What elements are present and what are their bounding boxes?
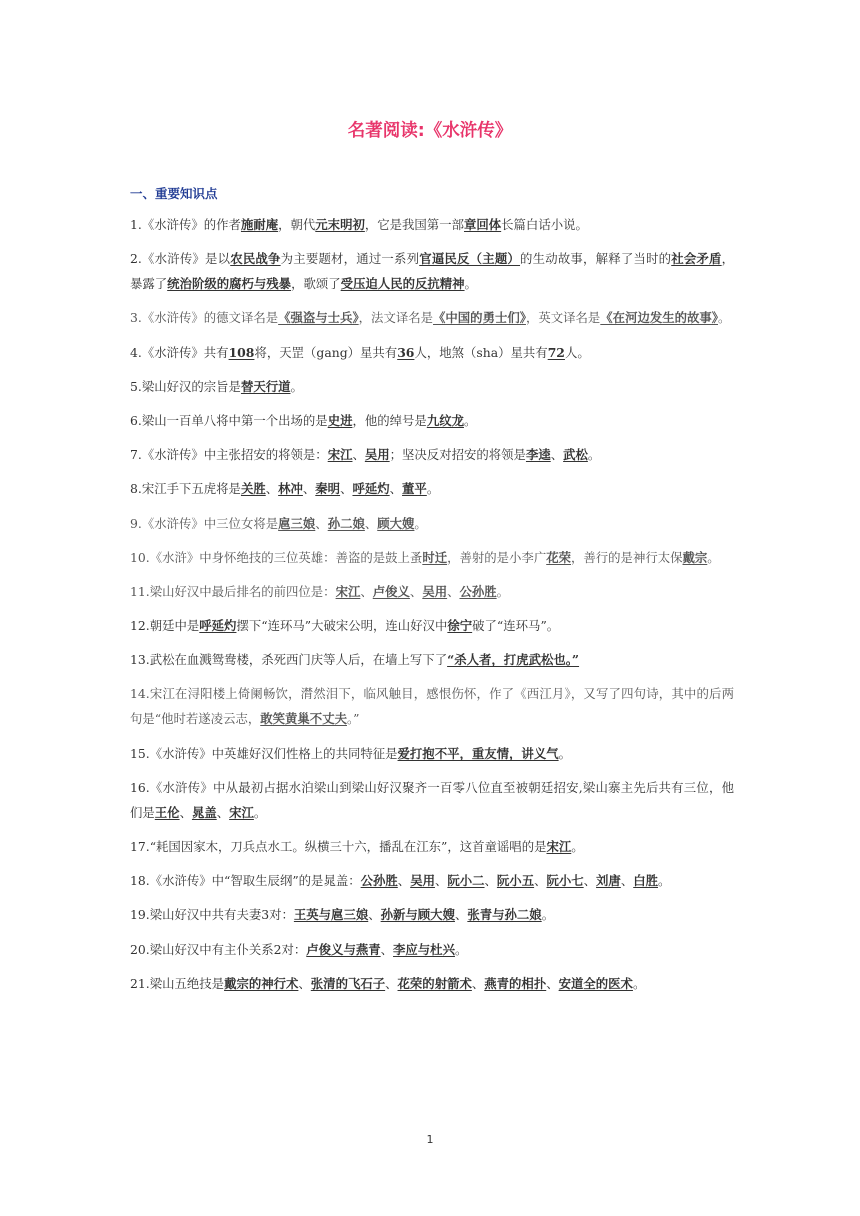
answer-keyword: 孙新与顾大嫂 — [380, 907, 455, 923]
answer-keyword: 替天行道 — [240, 378, 291, 394]
item-text: 、 — [397, 873, 411, 889]
answer-keyword: 吴用 — [364, 447, 390, 463]
item-text: 7.《水浒传》中主张招安的将领是： — [130, 447, 328, 463]
answer-keyword: 花荣的射箭术 — [397, 975, 472, 991]
item-text: 13.武松在血溅鸳鸯楼，杀死西门庆等人后，在墙上写下了 — [130, 652, 448, 668]
item-text: 破了“连环马”。 — [472, 618, 560, 634]
item-text: 5.梁山好汉的宗旨是 — [130, 378, 241, 394]
knowledge-point — [130, 408, 734, 433]
answer-keyword: 董平 — [402, 481, 427, 497]
item-text: 12.朝廷中是 — [130, 618, 200, 634]
section-heading: 一、重要知识点 — [130, 186, 218, 201]
item-text: 。 — [496, 583, 510, 599]
answer-keyword: 《中国的勇士们》 — [433, 310, 526, 326]
answer-keyword: 敢笑黄巢不丈夫 — [260, 711, 347, 727]
answer-keyword: 晁盖 — [191, 804, 217, 820]
answer-keyword: 72 — [547, 344, 565, 360]
item-text: 18.《水浒传》中“智取生辰纲”的是晁盖： — [130, 873, 361, 889]
answer-keyword: 燕青的相扑 — [484, 975, 547, 991]
answer-keyword: 卢俊义 — [372, 583, 410, 599]
item-text: ，朝代 — [278, 217, 316, 232]
answer-keyword: 关胜 — [240, 481, 266, 497]
knowledge-point — [130, 775, 734, 825]
item-text: 11.梁山好汉中最后排名的前四位是： — [130, 583, 336, 599]
item-text: 15.《水浒传》中英雄好汉们性格上的共同特征是 — [130, 745, 398, 761]
answer-keyword: 时迁 — [422, 549, 448, 565]
item-text: 。 — [463, 412, 477, 428]
answer-keyword: 吴用 — [410, 873, 435, 889]
item-text: 9.《水浒传》中三位女将是 — [130, 515, 279, 531]
item-text: ，善射的是小李广 — [447, 549, 547, 565]
page-title: 名著阅读:《水浒传》 — [347, 121, 513, 141]
item-text: 为主要题材，通过一系列 — [280, 251, 420, 267]
item-text: ；坚决反对招安的将领是 — [389, 447, 526, 463]
knowledge-point — [130, 246, 734, 296]
knowledge-point — [130, 868, 734, 893]
item-text: 、 — [454, 907, 468, 923]
item-text: ，它是我国第一部 — [364, 217, 464, 232]
item-text: 3.《水浒传》的德文译名是 — [130, 310, 279, 326]
item-text: 。 — [464, 276, 477, 292]
answer-keyword: 王英与扈三娘 — [293, 907, 369, 923]
answer-keyword: 李逵 — [525, 447, 551, 463]
answer-keyword: 官逼民反（主题） — [419, 251, 521, 267]
knowledge-point — [130, 613, 734, 638]
answer-keyword: 108 — [228, 344, 255, 360]
answer-keyword: 施耐庵 — [240, 217, 279, 232]
answer-keyword: 秦明 — [315, 481, 341, 497]
item-text: 、 — [620, 873, 634, 889]
item-text: 、 — [389, 481, 403, 497]
answer-keyword: 林冲 — [278, 481, 303, 497]
knowledge-point — [130, 647, 734, 672]
knowledge-point-list — [130, 212, 734, 1005]
item-text: 10.《水浒》中身怀绝技的三位英雄：善盗的是鼓上蚤 — [130, 549, 423, 565]
item-text: 。 — [414, 515, 427, 531]
item-text: 、 — [179, 804, 192, 820]
item-text: 、 — [447, 583, 460, 599]
answer-keyword: 孙二娘 — [327, 515, 365, 531]
knowledge-point — [130, 545, 734, 570]
item-text: 、 — [385, 975, 398, 991]
item-text: 2.《水浒传》是以 — [130, 251, 231, 267]
answer-keyword: 36 — [397, 344, 415, 360]
item-text: ，英文译名是 — [525, 310, 601, 326]
item-text: ，他的绰号是 — [352, 412, 427, 428]
item-text: 、 — [484, 873, 497, 889]
item-text: ，善行的是神行太保 — [571, 549, 683, 565]
answer-keyword: 扈三娘 — [278, 515, 316, 531]
item-text: 4.《水浒传》共有 — [130, 344, 229, 360]
item-text: 、 — [364, 515, 378, 531]
answer-keyword: 宋江 — [229, 804, 254, 820]
answer-keyword: 安道全的医术 — [558, 975, 633, 991]
answer-keyword: 宋江 — [327, 447, 353, 463]
answer-keyword: 章回体 — [463, 217, 502, 232]
item-text: 。 — [571, 839, 584, 854]
answer-keyword: 武松 — [563, 447, 588, 463]
answer-keyword: 戴宗的神行术 — [224, 975, 299, 991]
item-text: 、 — [340, 481, 353, 497]
knowledge-point — [130, 305, 734, 330]
answer-keyword: 花荣 — [546, 549, 571, 565]
item-text: 长篇白话小说。 — [501, 217, 588, 232]
answer-keyword: 顾大嫂 — [377, 515, 415, 531]
item-text: 人，地煞（sha）星共有 — [414, 344, 548, 360]
item-text: 、 — [583, 873, 597, 889]
answer-keyword: 社会矛盾 — [671, 251, 722, 267]
item-text: ，法文译名是 — [358, 310, 434, 326]
item-text: 、 — [315, 515, 328, 531]
answer-keyword: 吴用 — [422, 583, 448, 599]
answer-keyword: 阮小二 — [447, 873, 485, 889]
item-text: 、 — [546, 975, 559, 991]
item-text: 、 — [409, 583, 423, 599]
answer-keyword: “杀人者，打虎武松也。” — [447, 652, 580, 668]
item-text: 将，天罡（gang）星共有 — [254, 344, 398, 360]
item-text: ，暴露了 — [130, 251, 735, 292]
answer-keyword: 九纹龙 — [426, 412, 464, 428]
item-text: 14.宋江在浔阳楼上倚阑畅饮，潸然泪下，临风触目，感恨伤怀，作了《西江月》，又写了四句诗，其中的后两句是“他时若遂凌云志， — [130, 686, 734, 727]
answer-keyword: 农民战争 — [230, 251, 281, 267]
item-text: 、 — [298, 975, 311, 991]
answer-keyword: 《强盗与士兵》 — [278, 310, 359, 326]
item-text: 。 — [658, 873, 671, 889]
item-text: 、 — [550, 447, 564, 463]
item-text: 、 — [471, 975, 485, 991]
item-text: 。 — [290, 378, 303, 394]
item-text: 的生动故事，解释了当时的 — [520, 251, 672, 267]
knowledge-point — [130, 374, 734, 399]
answer-keyword: 公孙胜 — [360, 873, 398, 889]
item-text: 19.梁山好汉中共有夫妻3对： — [130, 907, 294, 923]
knowledge-point — [130, 681, 734, 731]
answer-keyword: 王伦 — [154, 804, 180, 820]
knowledge-point — [130, 511, 734, 536]
item-text: 。” — [346, 711, 360, 727]
answer-keyword: 卢俊义与燕青 — [306, 941, 381, 957]
knowledge-point — [130, 579, 734, 604]
answer-keyword: 阮小五 — [496, 873, 535, 889]
item-text: 、 — [534, 873, 547, 889]
item-text: 6.梁山一百单八将中第一个出场的是 — [130, 412, 328, 428]
answer-keyword: 统治阶级的腐朽与残暴 — [167, 276, 292, 292]
item-text: 21.梁山五绝技是 — [130, 975, 225, 991]
item-text: 、 — [380, 941, 394, 957]
item-text: 、 — [265, 481, 279, 497]
answer-keyword: 《在河边发生的故事》 — [600, 310, 719, 326]
answer-keyword: 宋江 — [546, 839, 572, 854]
answer-keyword: 张青与孙二娘 — [467, 907, 542, 923]
item-text: 。 — [587, 447, 601, 463]
answer-keyword: 刘唐 — [596, 873, 621, 889]
item-text: 、 — [368, 907, 381, 923]
answer-keyword: 阮小七 — [546, 873, 584, 889]
answer-keyword: 爱打抱不平，重友情，讲义气 — [397, 745, 559, 761]
item-text: 17.“耗国因家木，刀兵点水工。纵横三十六，播乱在江东”，这首童谣唱的是 — [130, 839, 547, 854]
knowledge-point — [130, 834, 734, 859]
item-text: 、 — [302, 481, 316, 497]
item-text: 、 — [360, 583, 373, 599]
item-text: 人。 — [564, 344, 590, 360]
item-text: 16.《水浒传》中从最初占据水泊梁山到梁山好汉聚齐一百零八位直至被朝廷招安,梁山寨主先后共有三位，他们是 — [130, 779, 734, 820]
answer-keyword: 戴宗 — [682, 549, 708, 565]
page-number: 1 — [426, 1133, 434, 1146]
item-text: 、 — [352, 447, 365, 463]
item-text: 。 — [718, 310, 731, 326]
knowledge-point — [130, 340, 734, 365]
answer-keyword: 公孙胜 — [459, 583, 497, 599]
answer-keyword: 元末明初 — [315, 217, 365, 232]
item-text: 。 — [426, 481, 440, 497]
answer-keyword: 呼延灼 — [352, 481, 390, 497]
answer-keyword: 张清的飞石子 — [310, 975, 386, 991]
item-text: 20.梁山好汉中有主仆关系2对： — [130, 941, 307, 957]
answer-keyword: 呼延灼 — [199, 618, 237, 634]
item-text: 摆下“连环马”大破宋公明，连山好汉中 — [236, 618, 448, 634]
answer-keyword: 受压迫人民的反抗精神 — [340, 276, 465, 292]
item-text: 。 — [558, 745, 571, 761]
knowledge-point — [130, 971, 734, 996]
knowledge-point — [130, 741, 734, 766]
item-text: 。 — [454, 941, 468, 957]
item-text: 。 — [253, 804, 267, 820]
item-text: 、 — [216, 804, 230, 820]
item-text: 。 — [632, 975, 646, 991]
answer-keyword: 白胜 — [633, 873, 658, 889]
item-text: ，歌颂了 — [291, 276, 341, 292]
knowledge-point — [130, 902, 734, 927]
answer-keyword: 宋江 — [335, 583, 361, 599]
answer-keyword: 徐宁 — [447, 618, 473, 634]
item-text: 。 — [707, 549, 720, 565]
knowledge-point — [130, 212, 734, 237]
knowledge-point — [130, 442, 734, 467]
item-text: 。 — [541, 907, 555, 923]
answer-keyword: 李应与杜兴 — [393, 941, 455, 957]
item-text: 8.宋江手下五虎将是 — [130, 481, 241, 497]
answer-keyword: 史进 — [327, 412, 353, 428]
item-text: 、 — [434, 873, 448, 889]
knowledge-point — [130, 476, 734, 501]
knowledge-point — [130, 937, 734, 962]
item-text: 1.《水浒传》的作者 — [130, 217, 241, 232]
